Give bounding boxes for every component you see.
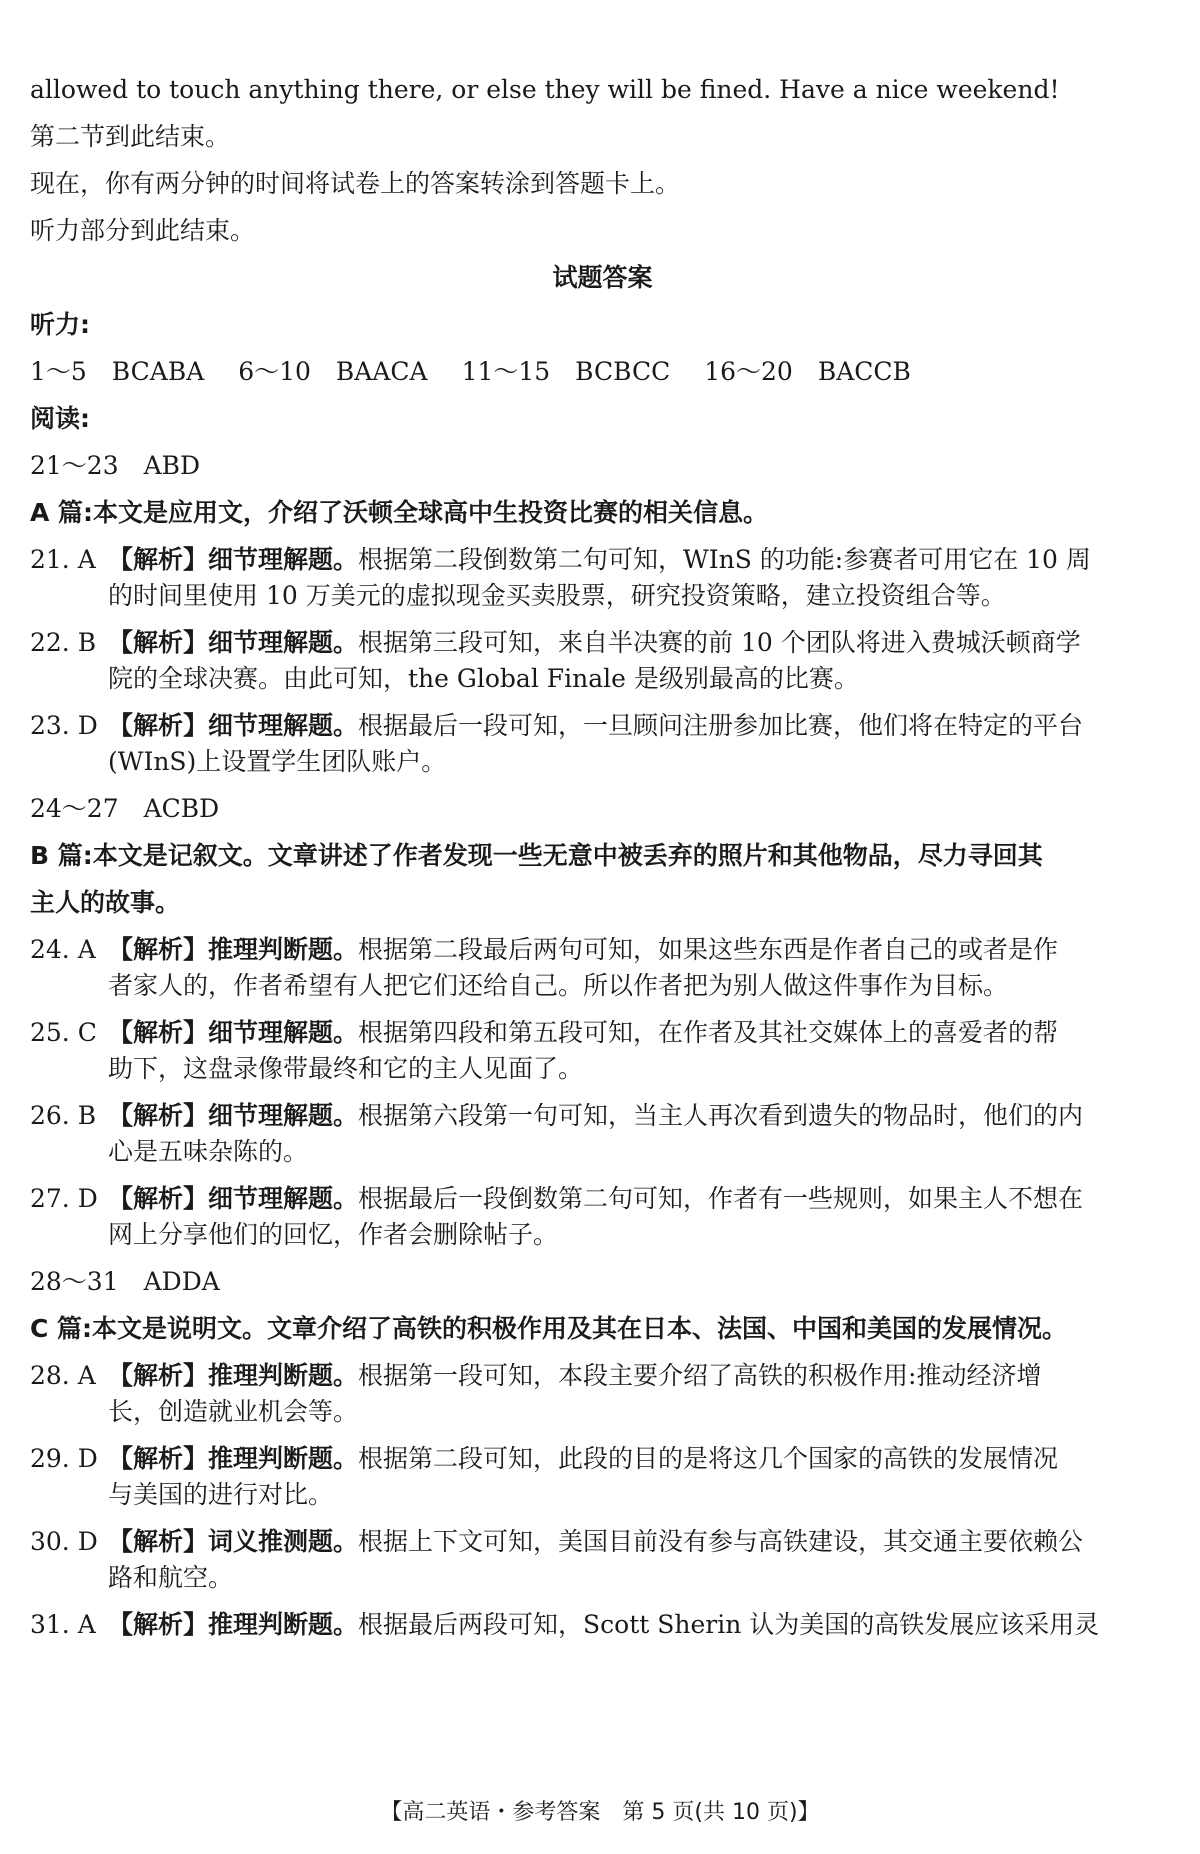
answer-item: [30, 1358, 1175, 1430]
analysis-tag: 【解析】: [108, 1101, 209, 1130]
answer-item: [30, 625, 1175, 697]
item-number: 26. B: [30, 1101, 97, 1130]
answer-item: [30, 1015, 1175, 1087]
analysis-tag: 【解析】: [108, 1610, 209, 1639]
listening-group: 6～10 BAACA: [238, 357, 428, 386]
analysis-tag: 【解析】: [108, 628, 209, 657]
transcript-end-line: allowed to touch anything there, or else they will be fined. Have a nice weekend!: [30, 75, 1060, 104]
question-type: 细节理解题。: [208, 628, 359, 657]
item-number: 21. A: [30, 545, 96, 574]
listening-answers: [30, 354, 1175, 390]
listening-group: 1～5 BCABA: [30, 357, 205, 386]
answer-item: [30, 542, 1175, 614]
explanation-line: 的时间里使用 10 万美元的虚拟现金买卖股票，研究投资策略，建立投资组合等。: [108, 581, 1006, 610]
explanation-line: 根据第二段可知，此段的目的是将这几个国家的高铁的发展情况: [358, 1444, 1059, 1473]
explanation-line: 根据第二段倒数第二句可知，WInS 的功能:参赛者可用它在 10 周: [358, 545, 1091, 574]
question-type: 细节理解题。: [208, 1101, 359, 1130]
analysis-tag: 【解析】: [108, 1527, 209, 1556]
answers-title: 试题答案: [552, 263, 653, 292]
explanation-line: 者家人的，作者希望有人把它们还给自己。所以作者把为别人做这件事作为目标。: [108, 971, 1009, 1000]
section-a-range: 21～23 ABD: [30, 451, 201, 480]
question-type: 细节理解题。: [208, 1184, 359, 1213]
question-type: 推理判断题。: [208, 935, 359, 964]
item-number: 29. D: [30, 1444, 98, 1473]
question-type: 词义推测题。: [208, 1527, 359, 1556]
listening-group: 16～20 BACCB: [704, 357, 911, 386]
item-number: 23. D: [30, 711, 98, 740]
analysis-tag: 【解析】: [108, 545, 209, 574]
explanation-line: (WInS)上设置学生团队账户。: [108, 747, 447, 776]
section-b-summary-cont: 主人的故事。: [30, 888, 181, 917]
analysis-tag: 【解析】: [108, 935, 209, 964]
item-number: 25. C: [30, 1018, 97, 1047]
item-number: 24. A: [30, 935, 96, 964]
item-number: 30. D: [30, 1527, 98, 1556]
explanation-line: 根据第三段可知，来自半决赛的前 10 个团队将进入费城沃顿商学: [358, 628, 1081, 657]
question-type: 细节理解题。: [208, 711, 359, 740]
item-number: 28. A: [30, 1361, 96, 1390]
answer-item: [30, 708, 1175, 780]
explanation-line: 根据最后两段可知，Scott Sherin 认为美国的高铁发展应该采用灵: [358, 1610, 1100, 1639]
section-c-range: 28～31 ADDA: [30, 1267, 220, 1296]
explanation-line: 根据第四段和第五段可知，在作者及其社交媒体上的喜爱者的帮: [358, 1018, 1059, 1047]
question-type: 细节理解题。: [208, 1018, 359, 1047]
explanation-line: 根据第六段第一句可知，当主人再次看到遗失的物品时，他们的内: [358, 1101, 1084, 1130]
analysis-tag: 【解析】: [108, 1361, 209, 1390]
section-c-summary: C 篇:本文是说明文。文章介绍了高铁的积极作用及其在日本、法国、中国和美国的发展情况。: [30, 1314, 1068, 1343]
page-footer: 【高二英语・参考答案 第 5 页(共 10 页)】: [380, 1800, 820, 1825]
reading-label: 阅读:: [30, 404, 90, 433]
section-b-summary: B 篇:本文是记叙文。文章讲述了作者发现一些无意中被丢弃的照片和其他物品，尽力寻回其: [30, 841, 1043, 870]
item-number: 27. D: [30, 1184, 98, 1213]
explanation-line: 网上分享他们的回忆，作者会删除帖子。: [108, 1220, 559, 1249]
explanation-line: 助下，这盘录像带最终和它的主人见面了。: [108, 1054, 584, 1083]
analysis-tag: 【解析】: [108, 711, 209, 740]
explanation-line: 院的全球决赛。由此可知，the Global Finale 是级别最高的比赛。: [108, 664, 859, 693]
answer-item: [30, 1441, 1175, 1513]
explanation-line: 根据上下文可知，美国目前没有参与高铁建设，其交通主要依赖公: [358, 1527, 1084, 1556]
explanation-line: 长，创造就业机会等。: [108, 1397, 359, 1426]
answer-document: [30, 72, 1175, 1643]
section-a-summary: A 篇:本文是应用文，介绍了沃顿全球高中生投资比赛的相关信息。: [30, 498, 769, 527]
analysis-tag: 【解析】: [108, 1444, 209, 1473]
question-type: 推理判断题。: [208, 1610, 359, 1639]
answer-item: [30, 1181, 1175, 1253]
explanation-line: 根据最后一段可知，一旦顾问注册参加比赛，他们将在特定的平台: [358, 711, 1084, 740]
section-b-range: 24～27 ACBD: [30, 794, 220, 823]
listening-label: 听力:: [30, 310, 90, 339]
analysis-tag: 【解析】: [108, 1184, 209, 1213]
answer-item: [30, 1524, 1175, 1596]
explanation-line: 与美国的进行对比。: [108, 1480, 334, 1509]
item-number: 31. A: [30, 1610, 96, 1639]
section-end-note: 第二节到此结束。: [30, 122, 231, 151]
analysis-tag: 【解析】: [108, 1018, 209, 1047]
answer-item: [30, 1607, 1175, 1643]
explanation-line: 根据第二段最后两句可知，如果这些东西是作者自己的或者是作: [358, 935, 1059, 964]
explanation-line: 根据最后一段倒数第二句可知，作者有一些规则，如果主人不想在: [358, 1184, 1084, 1213]
explanation-line: 心是五味杂陈的。: [108, 1137, 309, 1166]
item-number: 22. B: [30, 628, 97, 657]
transfer-instruction: 现在，你有两分钟的时间将试卷上的答案转涂到答题卡上。: [30, 169, 681, 198]
explanation-line: 根据第一段可知，本段主要介绍了高铁的积极作用:推动经济增: [358, 1361, 1042, 1390]
question-type: 推理判断题。: [208, 1444, 359, 1473]
listening-group: 11～15 BCBCC: [461, 357, 671, 386]
explanation-line: 路和航空。: [108, 1563, 234, 1592]
answer-item: [30, 932, 1175, 1004]
question-type: 细节理解题。: [208, 545, 359, 574]
answer-item: [30, 1098, 1175, 1170]
listening-end-note: 听力部分到此结束。: [30, 216, 256, 245]
question-type: 推理判断题。: [208, 1361, 359, 1390]
